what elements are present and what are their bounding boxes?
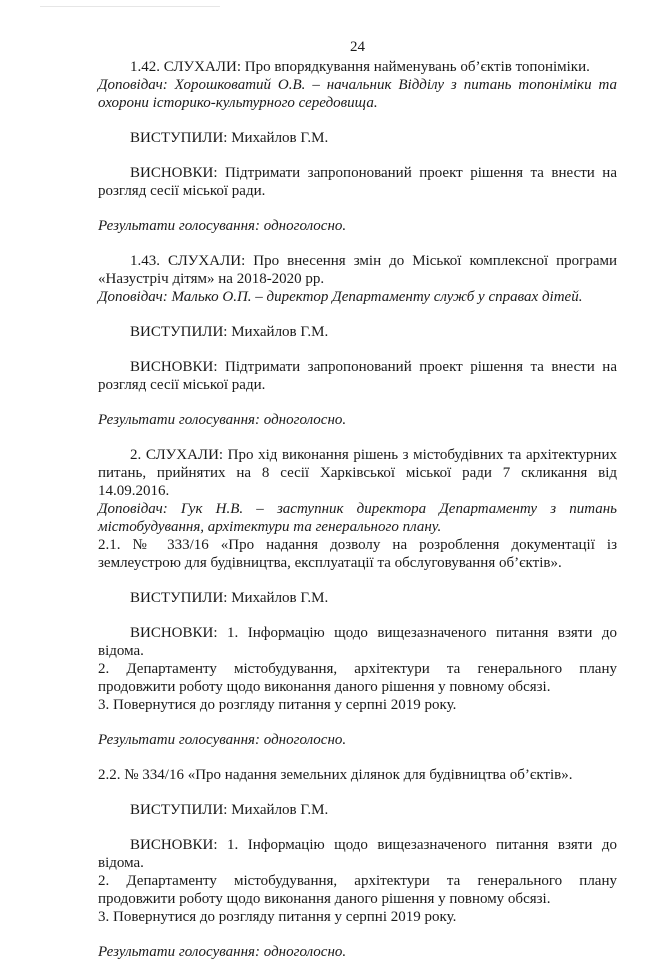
conclusion-1: ВИСНОВКИ: 1. Інформацію щодо вищезазначеного питання взяти до відома. xyxy=(98,837,617,871)
conclusions-paragraph: ВИСНОВКИ: Підтримати запропонований проект рішення та внести на розгляд сесії міської ради. xyxy=(98,359,617,393)
vote-result: Результати голосування: одноголосно. xyxy=(98,732,347,748)
item-paragraph: 2.2. № 334/16 «Про надання земельних ділянок для будівництва об’єктів». xyxy=(98,767,573,783)
vote-result: Результати голосування: одноголосно. xyxy=(98,412,347,428)
section-1-43 xyxy=(98,252,617,429)
spoke-paragraph: ВИСТУПИЛИ: Михайлов Г.М. xyxy=(130,802,329,818)
heard-paragraph: 1.43. СЛУХАЛИ: Про внесення змін до Міської комплексної програми «Назустріч дітям» на 2018-2020 рр. xyxy=(98,253,617,287)
section-2 xyxy=(98,446,617,536)
conclusion-2: 2. Департаменту містобудування, архітектури та генерального плану продовжити роботу щодо виконання даного рішення у повному обсязі. xyxy=(98,873,617,907)
conclusion-1: ВИСНОВКИ: 1. Інформацію щодо вищезазначеного питання взяти до відома. xyxy=(98,625,617,659)
spoke-paragraph: ВИСТУПИЛИ: Михайлов Г.М. xyxy=(130,130,329,146)
document-page xyxy=(98,38,617,961)
conclusion-3: 3. Повернутися до розгляду питання у серпні 2019 року. xyxy=(98,697,457,713)
heard-paragraph: 1.42. СЛУХАЛИ: Про впорядкування найменувань об’єктів топоніміки. xyxy=(130,59,590,75)
spoke-paragraph: ВИСТУПИЛИ: Михайлов Г.М. xyxy=(130,590,329,606)
speaker-paragraph: Доповідач: Малько О.П. – директор Департаменту служб у справах дітей. xyxy=(98,289,583,305)
page-number: 24 xyxy=(350,39,365,55)
spoke-paragraph: ВИСТУПИЛИ: Михайлов Г.М. xyxy=(130,324,329,340)
vote-result: Результати голосування: одноголосно. xyxy=(98,218,347,234)
heard-paragraph: 2. СЛУХАЛИ: Про хід виконання рішень з містобудівних та архітектурних питань, прийнятих на 8 сесії Харківської міської ради 7 скликання від 14.09.2016. xyxy=(98,447,617,499)
section-2-1 xyxy=(98,536,617,749)
section-1-42 xyxy=(98,58,617,235)
section-2-2 xyxy=(98,766,617,961)
speaker-paragraph: Доповідач: Гук Н.В. – заступник директора Департаменту з питань містобудування, архітектури та генерального плану. xyxy=(98,501,617,535)
scan-artifact xyxy=(40,6,220,7)
conclusion-3: 3. Повернутися до розгляду питання у серпні 2019 року. xyxy=(98,909,457,925)
speaker-paragraph: Доповідач: Хорошковатий О.В. – начальник Відділу з питань топоніміки та охорони історико-культурного середовища. xyxy=(98,77,617,111)
item-paragraph: 2.1. № 333/16 «Про надання дозволу на розроблення документації із землеустрою для будівництва, експлуатації та обслуговування об’єктів». xyxy=(98,537,617,571)
conclusion-2: 2. Департаменту містобудування, архітектури та генерального плану продовжити роботу щодо виконання даного рішення у повному обсязі. xyxy=(98,661,617,695)
conclusions-paragraph: ВИСНОВКИ: Підтримати запропонований проект рішення та внести на розгляд сесії міської ради. xyxy=(98,165,617,199)
vote-result: Результати голосування: одноголосно. xyxy=(98,944,347,960)
